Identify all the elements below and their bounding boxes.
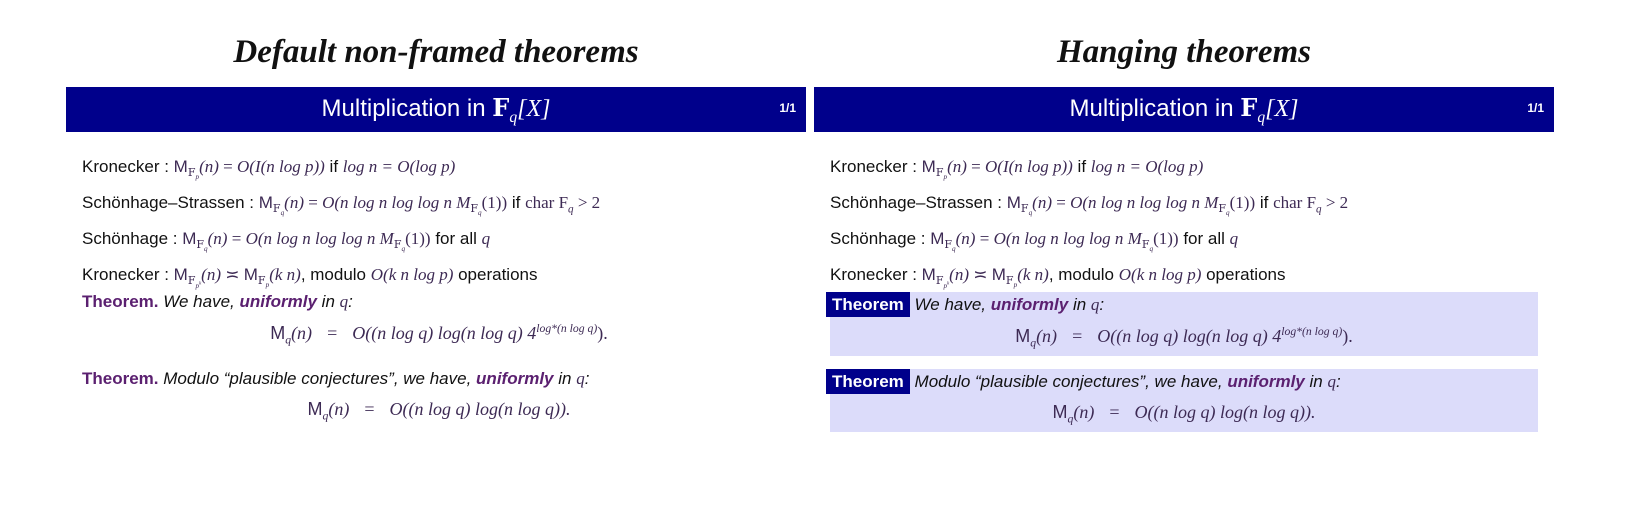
formula-lhs: M: [270, 323, 286, 343]
separator: :: [159, 157, 174, 176]
rhs-subscript-field: F: [470, 202, 479, 216]
condition-expression: q: [1229, 229, 1239, 248]
rhs-expression: O(n log n log log n M: [322, 193, 471, 212]
condition-word: if: [324, 157, 343, 176]
slide-title-text: Multiplication in: [321, 95, 486, 122]
formula-eq: =: [364, 399, 375, 419]
m-symbol: M: [173, 157, 188, 176]
theorem-text: [163, 292, 353, 311]
algorithm-name: Kronecker: [82, 157, 160, 176]
condition-expression: char F: [525, 193, 569, 212]
theorem-label: Theorem: [826, 292, 910, 317]
formula-lhs: M: [307, 399, 323, 419]
condition-expression: O(k n log p): [1118, 265, 1202, 284]
subscript-p: p: [195, 281, 200, 290]
theorem-pre: Modulo “plausible conjectures”, we have,: [163, 369, 477, 388]
rhs-subscript-field: F: [257, 274, 266, 288]
rhs-expression: O(I(n log p)): [985, 157, 1073, 176]
separator: :: [916, 229, 931, 248]
theorem-label: Theorem.: [82, 369, 159, 388]
lhs-arg: (n): [949, 265, 969, 284]
subscript-field: F: [187, 166, 196, 180]
algorithm-list: [82, 157, 796, 301]
theorem-label: Theorem.: [82, 292, 159, 311]
page-number: 1/1: [779, 101, 796, 115]
separator: :: [907, 157, 922, 176]
theorem-keyword: uniformly: [476, 369, 554, 388]
field-symbol: F: [492, 93, 510, 122]
rhs-subscript-field: F: [1218, 202, 1227, 216]
slide-title: [66, 93, 806, 127]
formula-eq: =: [327, 323, 338, 343]
theorem-statement: [82, 292, 796, 312]
condition-expression: q: [481, 229, 491, 248]
theorem-var: q: [1327, 372, 1336, 391]
condition-expression: char F: [1273, 193, 1317, 212]
formula-lhs-sub: q: [1030, 336, 1037, 350]
poly-variable: [X]: [1265, 96, 1299, 122]
relation: =: [218, 157, 238, 176]
formula-lhs: M: [1052, 402, 1068, 422]
theorem-var: q: [339, 292, 349, 311]
formula-lhs-arg: (n): [328, 399, 350, 419]
subscript-field: F: [187, 274, 196, 288]
list-item: [82, 157, 796, 193]
condition-word: , modulo: [1048, 265, 1119, 284]
list-item: [830, 229, 1544, 265]
theorem-keyword: uniformly: [1227, 372, 1305, 391]
theorem-var: q: [576, 369, 585, 388]
relation: =: [975, 229, 994, 248]
rhs-subscript-q: q: [401, 245, 406, 254]
theorem-text: [163, 369, 589, 388]
m-symbol: M: [182, 229, 197, 248]
condition-expression: log n = O(log p): [342, 157, 456, 176]
formula-rhs: O((n log q) log(n log q) 4: [352, 323, 537, 343]
rhs-subscript-q: q: [1149, 245, 1154, 254]
formula-tail: ).: [1342, 326, 1353, 346]
m-symbol: M: [921, 157, 936, 176]
m-symbol: M: [1006, 193, 1021, 212]
relation: =: [227, 229, 246, 248]
hanging-theorem-block: [830, 292, 1538, 356]
theorem-text: [915, 295, 1105, 314]
algorithm-name: Schönhage: [830, 229, 917, 248]
rhs-tail: (1)): [405, 229, 431, 248]
condition-expression: O(k n log p): [370, 265, 454, 284]
theorem-block: [82, 369, 796, 423]
formula-lhs-arg: (n): [1036, 326, 1058, 346]
condition-word: if: [1255, 193, 1274, 212]
page-number: 1/1: [1527, 101, 1544, 115]
subscript-k: k: [947, 281, 950, 287]
separator: :: [168, 229, 183, 248]
subscript-field: F: [1020, 202, 1029, 216]
formula-rhs: O((n log q) log(n log q) 4: [1097, 326, 1282, 346]
relation: ≍: [221, 265, 244, 284]
rhs-subscript-p: p: [1013, 281, 1018, 290]
rhs-subscript-p: p: [265, 281, 270, 290]
right-panel-heading: Hanging theorems: [1057, 34, 1311, 70]
slide-title: [814, 93, 1554, 127]
lhs-arg: (n): [284, 193, 304, 212]
list-item: [82, 193, 796, 229]
condition-word: for all: [1178, 229, 1230, 248]
lhs-arg: (n): [199, 157, 219, 176]
theorem-keyword: uniformly: [990, 295, 1069, 314]
theorem-post: in: [1068, 295, 1091, 314]
rhs-tail: (1)): [1153, 229, 1179, 248]
formula-eq: =: [1109, 402, 1120, 422]
condition-tail: > 2: [1321, 193, 1349, 212]
separator: :: [159, 265, 174, 284]
rhs-subscript-q: q: [478, 209, 482, 218]
formula-lhs-sub: q: [322, 409, 329, 423]
rhs-subscript-q: q: [1226, 209, 1230, 218]
relation: =: [1052, 193, 1071, 212]
subscript-k: k: [199, 281, 202, 287]
theorem-block: [82, 292, 796, 347]
field-symbol: F: [1240, 93, 1258, 122]
subscript-q: q: [1028, 209, 1033, 218]
subscript-q: q: [952, 245, 956, 254]
theorem-keyword: uniformly: [239, 292, 317, 311]
lhs-arg: (n): [207, 229, 228, 248]
separator: :: [244, 193, 259, 212]
condition-expression: log n = O(log p): [1090, 157, 1204, 176]
poly-variable: [X]: [517, 96, 551, 122]
rhs-subscript-field: F: [1005, 274, 1014, 288]
theorem-var: q: [1090, 295, 1100, 314]
lhs-arg: (n): [201, 265, 221, 284]
theorem-pre: Modulo “plausible conjectures”, we have,: [914, 372, 1228, 391]
list-item: [830, 157, 1544, 193]
theorem-pre: We have,: [914, 295, 991, 314]
rhs-expression: M: [991, 265, 1006, 284]
rhs-expression: O(n log n log log n M: [245, 229, 394, 248]
algorithm-list: [830, 157, 1544, 301]
theorem-post: in: [316, 292, 340, 311]
rhs-tail: (1)): [1229, 193, 1256, 212]
relation: =: [304, 193, 323, 212]
rhs-tail: (1)): [481, 193, 508, 212]
subscript-field: F: [935, 274, 944, 288]
rhs-tail: (k n): [269, 265, 301, 284]
theorem-label: Theorem: [826, 369, 910, 394]
formula-lhs: M: [1015, 326, 1031, 346]
theorem-statement: [82, 369, 796, 389]
lhs-arg: (n): [947, 157, 967, 176]
left-slide: [66, 87, 806, 457]
m-symbol: M: [921, 265, 936, 284]
formula-tail: ).: [597, 323, 608, 343]
subscript-p: p: [195, 173, 200, 182]
subscript-field: F: [935, 166, 944, 180]
rhs-expression: M: [243, 265, 258, 284]
formula-lhs-arg: (n): [291, 323, 313, 343]
slide-title-text: Multiplication in: [1069, 95, 1234, 122]
rhs-subscript-field: F: [393, 238, 402, 252]
m-symbol: M: [930, 229, 945, 248]
hanging-theorem-block: [830, 369, 1538, 432]
list-item: [82, 229, 796, 265]
algorithm-name: Kronecker: [830, 157, 908, 176]
field-subscript: q: [1257, 108, 1266, 126]
rhs-expression: O(n log n log log n M: [1070, 193, 1219, 212]
condition-tail: operations: [453, 265, 538, 284]
theorem-colon: :: [348, 292, 353, 311]
formula-eq: =: [1072, 326, 1083, 346]
field-subscript: q: [509, 108, 518, 126]
theorem-pre: We have,: [163, 292, 240, 311]
left-panel-heading: Default non-framed theorems: [233, 34, 639, 70]
theorem-formula: [830, 394, 1538, 432]
theorem-colon: :: [1099, 295, 1105, 314]
list-item: [830, 193, 1544, 229]
algorithm-name: Schönhage–Strassen: [82, 193, 245, 212]
theorem-formula: [830, 317, 1538, 356]
subscript-field: F: [944, 238, 953, 252]
theorem-text: [915, 372, 1341, 391]
condition-tail: > 2: [573, 193, 601, 212]
subscript-p: p: [943, 173, 948, 182]
theorem-colon: :: [1335, 372, 1341, 391]
condition-tail: operations: [1201, 265, 1286, 284]
lhs-arg: (n): [1032, 193, 1052, 212]
formula-sup: log*(n log q): [536, 322, 598, 335]
relation: ≍: [969, 265, 992, 284]
relation: =: [966, 157, 986, 176]
formula-lhs-sub: q: [285, 333, 292, 347]
subscript-field: F: [196, 238, 205, 252]
algorithm-name: Kronecker: [830, 265, 908, 284]
condition-word: , modulo: [300, 265, 371, 284]
algorithm-name: Kronecker: [82, 265, 160, 284]
slide-title-bar: [66, 87, 806, 132]
subscript-p: p: [943, 281, 948, 290]
m-symbol: M: [258, 193, 273, 212]
theorem-post: in: [1304, 372, 1328, 391]
condition-word: if: [1072, 157, 1091, 176]
rhs-expression: O(I(n log p)): [237, 157, 325, 176]
slide-title-bar: [814, 87, 1554, 132]
algorithm-name: Schönhage: [82, 229, 169, 248]
theorem-statement: [830, 292, 1538, 317]
subscript-q: q: [280, 209, 285, 218]
subscript-q: q: [204, 245, 208, 254]
rhs-expression: O(n log n log log n M: [993, 229, 1142, 248]
condition-subscript: q: [1316, 203, 1322, 216]
right-slide: [814, 87, 1554, 457]
theorem-post: in: [553, 369, 577, 388]
rhs-tail: (k n): [1017, 265, 1049, 284]
m-symbol: M: [173, 265, 188, 284]
subscript-field: F: [272, 202, 281, 216]
theorem-statement: [830, 369, 1538, 394]
formula-rhs: O((n log q) log(n log q)).: [389, 399, 571, 419]
formula-sup: log*(n log q): [1281, 325, 1343, 338]
theorem-formula: [82, 399, 796, 423]
theorem-formula: [82, 322, 796, 347]
rhs-subscript-field: F: [1141, 238, 1150, 252]
separator: :: [907, 265, 922, 284]
condition-subscript: q: [568, 203, 574, 216]
theorem-colon: :: [584, 369, 590, 388]
formula-rhs: O((n log q) log(n log q)).: [1134, 402, 1316, 422]
condition-word: for all: [430, 229, 482, 248]
lhs-arg: (n): [955, 229, 976, 248]
separator: :: [992, 193, 1007, 212]
formula-lhs-arg: (n): [1073, 402, 1095, 422]
formula-lhs-sub: q: [1067, 412, 1074, 426]
algorithm-name: Schönhage–Strassen: [830, 193, 993, 212]
condition-word: if: [507, 193, 526, 212]
